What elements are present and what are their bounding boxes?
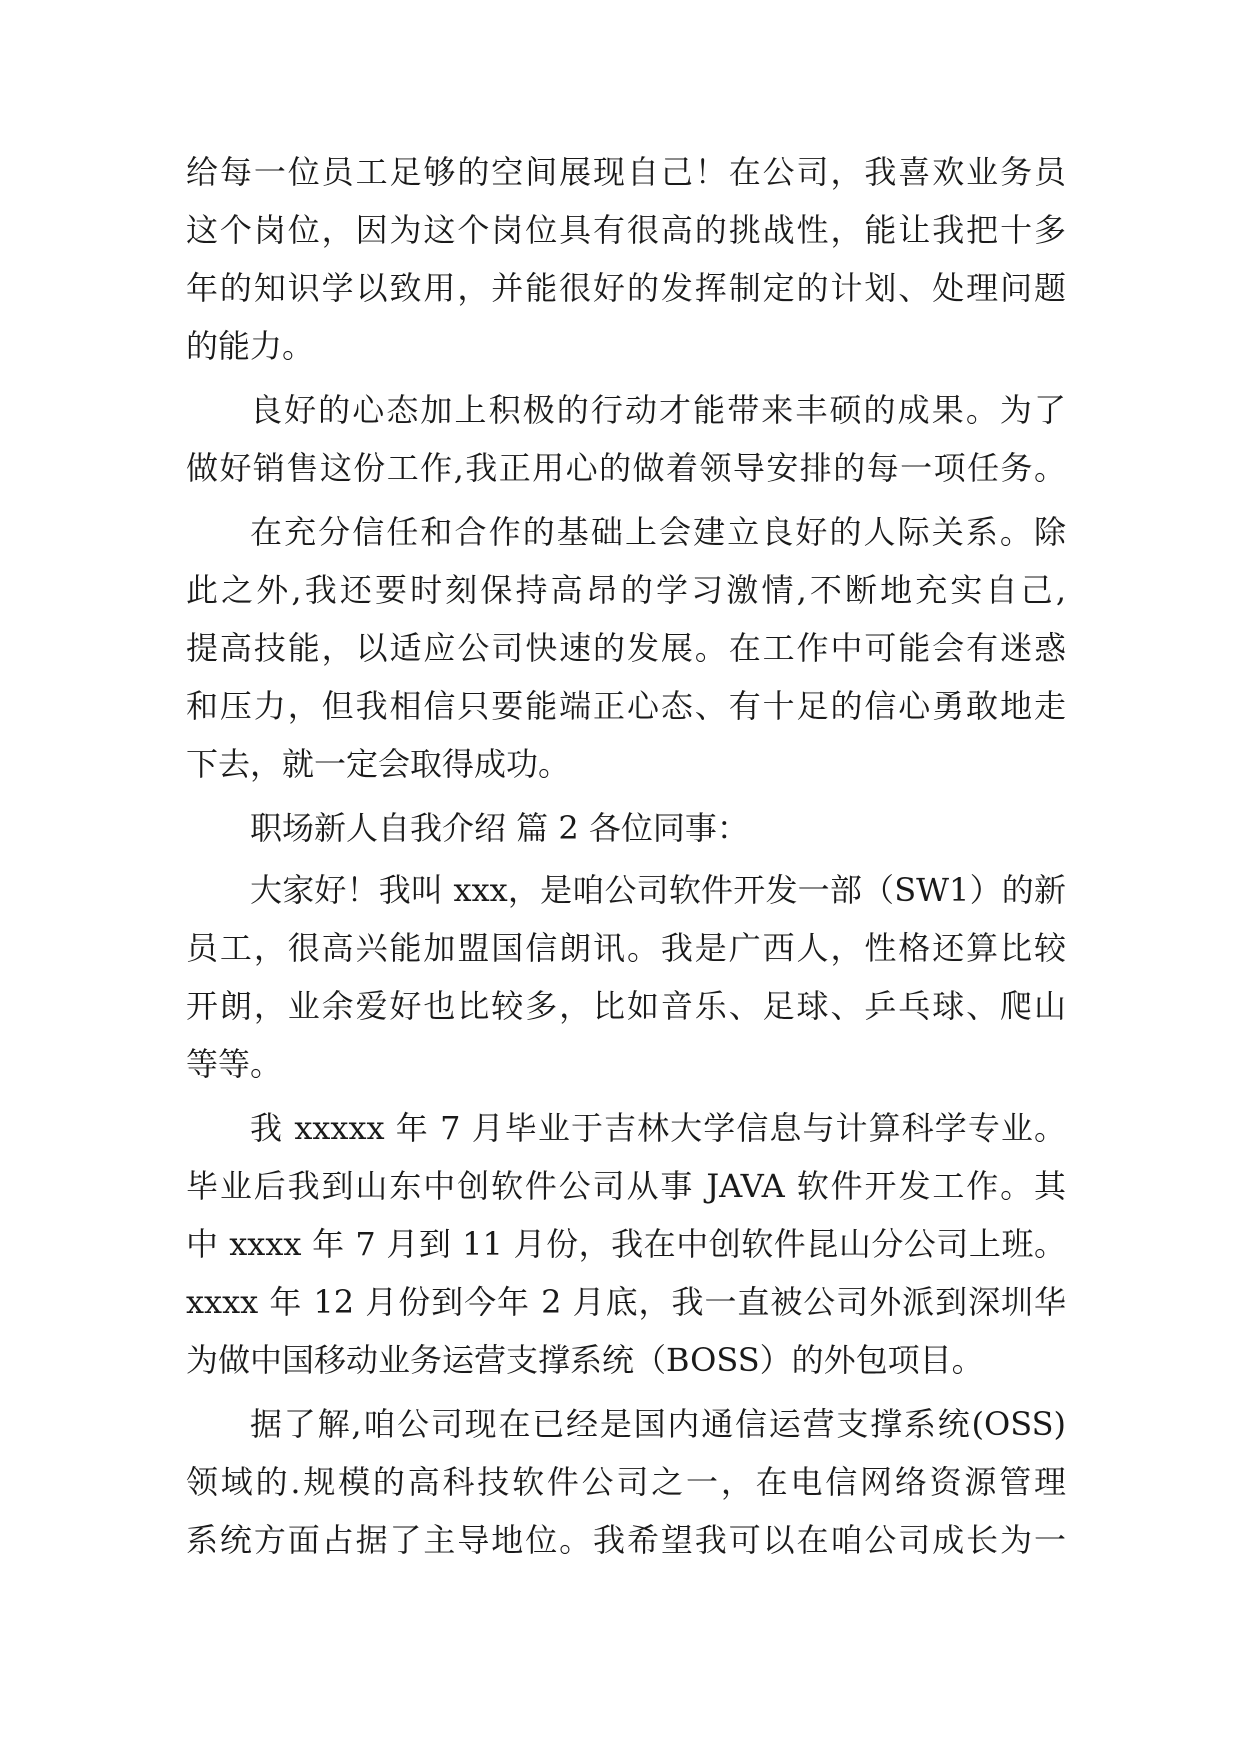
text-line: 开朗，业余爱好也比较多，比如音乐、足球、乒乓球、爬山 (186, 987, 1066, 1025)
text-line: 良好的心态加上积极的行动才能带来丰硕的成果。为了 (250, 391, 1066, 429)
text-line: 为做中国移动业务运营支撑系统（BOSS）的外包项目。 (186, 1341, 984, 1379)
text-line: 据了解,咱公司现在已经是国内通信运营支撑系统(OSS) (250, 1405, 1066, 1443)
text-line: 下去，就一定会取得成功。 (186, 745, 571, 783)
text-line: 我 xxxxx 年 7 月毕业于吉林大学信息与计算科学专业。 (250, 1109, 1066, 1147)
text-line: 提高技能，以适应公司快速的发展。在工作中可能会有迷惑 (186, 629, 1066, 667)
text-line: 等等。 (186, 1045, 283, 1083)
text-line: 在充分信任和合作的基础上会建立良好的人际关系。除 (250, 513, 1066, 551)
text-line: xxxx 年 12 月份到今年 2 月底，我一直被公司外派到深圳华 (186, 1283, 1066, 1321)
text-line: 中 xxxx 年 7 月到 11 月份，我在中创软件昆山分公司上班。 (186, 1225, 1066, 1263)
text-line: 这个岗位，因为这个岗位具有很高的挑战性，能让我把十多 (186, 211, 1066, 249)
text-line: 此之外,我还要时刻保持高昂的学习激情,不断地充实自己, (186, 571, 1066, 609)
text-line: 给每一位员工足够的空间展现自己！在公司，我喜欢业务员 (186, 153, 1066, 191)
text-line: 领域的.规模的高科技软件公司之一，在电信网络资源管理 (186, 1463, 1066, 1501)
text-line: 系统方面占据了主导地位。我希望我可以在咱公司成长为一 (186, 1521, 1066, 1559)
text-line: 做好销售这份工作,我正用心的做着领导安排的每一项任务。 (186, 449, 1066, 487)
section-heading: 职场新人自我介绍 篇 2 各位同事： (250, 809, 749, 847)
text-line: 大家好！我叫 xxx，是咱公司软件开发一部（SW1）的新 (250, 871, 1066, 909)
text-line: 员工，很高兴能加盟国信朗讯。我是广西人，性格还算比较 (186, 929, 1066, 967)
text-line: 的能力。 (186, 327, 315, 365)
text-line: 年的知识学以致用，并能很好的发挥制定的计划、处理问题 (186, 269, 1066, 307)
text-line: 和压力，但我相信只要能端正心态、有十足的信心勇敢地走 (186, 687, 1066, 725)
text-line: 毕业后我到山东中创软件公司从事 JAVA 软件开发工作。其 (186, 1167, 1066, 1205)
